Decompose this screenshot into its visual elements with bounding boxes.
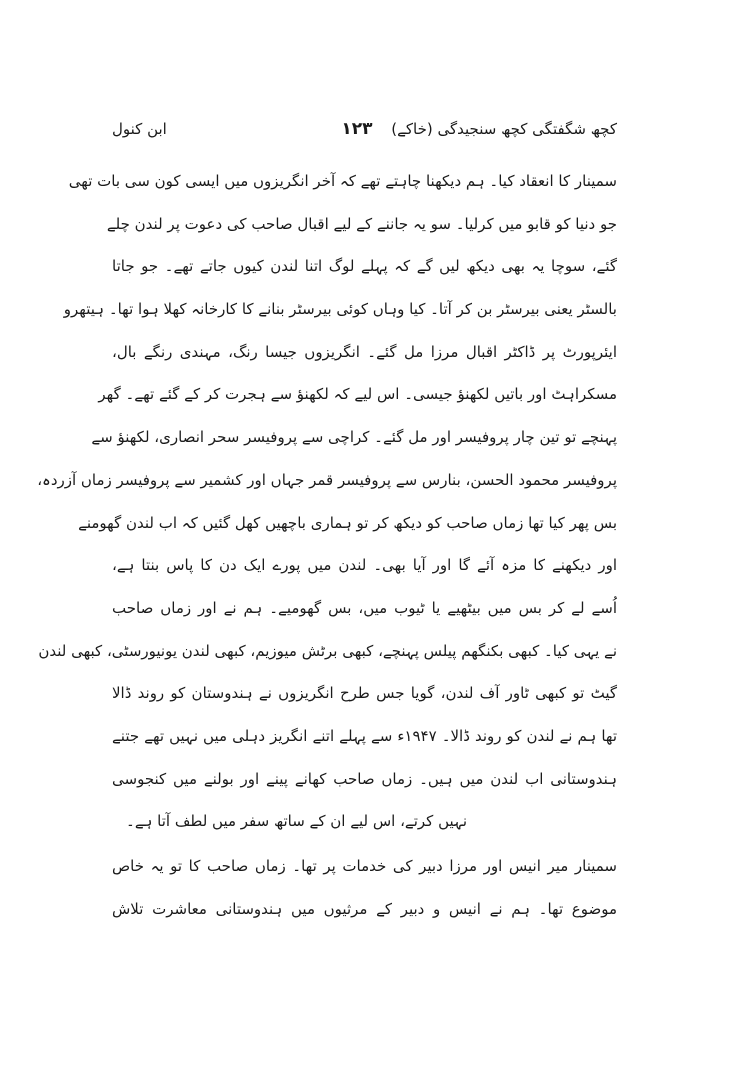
book-title: کچھ شگفتگی کچھ سنجیدگی (خاکے): [391, 120, 617, 138]
text-line: جو دنیا کو قابو میں کرلیا۔ سو یہ جاننے کے لیے اقبال صاحب کی دعوت پر لندن چلے: [106, 214, 617, 233]
text-line: سمینار کا انعقاد کیا۔ ہم دیکھنا چاہتے تھے کہ آخر انگریزوں میں ایسی کون سی بات تھی: [68, 172, 617, 190]
text-line: پروفیسر محمود الحسن، بنارس سے پروفیسر قمر جہاں اور کشمیر سے پروفیسر زماں آزردہ،: [37, 470, 617, 489]
text-line: گئے، سوچا یہ بھی دیکھ لیں گے کہ پہلے لوگ اتنا لندن کیوں جاتے تھے۔ جو جاتا: [112, 257, 617, 276]
running-header: [112, 112, 617, 146]
text-line: گیٹ تو کبھی ٹاور آف لندن، گویا جس طرح انگریزوں نے ہندوستان کو روند ڈالا: [112, 684, 617, 703]
text-line: ایئرپورٹ پر ڈاکٹر اقبال مرزا مل گئے۔ انگریزوں جیسا رنگ، مہندی رنگے بال،: [112, 342, 617, 361]
text-line: مسکراہٹ اور باتیں لکھنؤ جیسی۔ اس لیے کہ لکھنؤ سے ہجرت کر کے گئے تھے۔ گھر: [98, 385, 617, 404]
text-line: ہندوستانی اب لندن میں ہیں۔ زماں صاحب کھانے پینے اور بولنے میں کنجوسی: [112, 769, 617, 788]
text-line: نے یہی کیا۔ کبھی بکنگھم پیلس پہنچے، کبھی برٹش میوزیم، کبھی لندن یونیورسٹی، کبھی لندن: [38, 641, 617, 660]
text-line: اُسے لے کر بس میں بیٹھیے یا ٹیوب میں، بس گھومیے۔ ہم نے اور زماں صاحب: [112, 598, 617, 617]
text-line: پہنچے تو تین چار پروفیسر اور مل گئے۔ کراچی سے پروفیسر سحر انصاری، لکھنؤ سے: [91, 428, 617, 447]
text-line: تھا ہم نے لندن کو روند ڈالا۔ ۱۹۴۷ء سے پہلے اتنے انگریز دہلی میں نہیں تھے جتنے: [112, 726, 618, 745]
text-line: سمینار میر انیس اور مرزا دبیر کی خدمات پر تھا۔ زماں صاحب کا تو یہ خاص: [112, 857, 617, 875]
text-line: موضوع تھا۔ ہم نے انیس و دبیر کے مرثیوں میں ہندوستانی معاشرت تلاش: [112, 899, 617, 918]
text-line: بس پھر کیا تھا زماں صاحب کو دیکھ کر تو ہماری باچھیں کھل گئیں کہ اب لندن گھومنے: [78, 513, 617, 532]
page-number: ۱۲۳: [341, 119, 373, 139]
body-text: [37, 160, 618, 930]
text-line: نہیں کرتے، اس لیے ان کے ساتھ سفر میں لطف آتا ہے۔: [126, 812, 467, 831]
text-line: بالسٹر یعنی بیرسٹر بن کر آتا۔ کیا وہاں کوئی بیرسٹر بنانے کا کارخانہ کھلا ہوا تھا۔ ہیتھرو: [63, 300, 617, 319]
author-name: ابن کنول: [112, 120, 167, 138]
text-line: اور دیکھنے کا مزہ آئے گا اور آیا بھی۔ لندن میں پورے ایک دن کا پاس بنتا ہے،: [112, 556, 617, 575]
